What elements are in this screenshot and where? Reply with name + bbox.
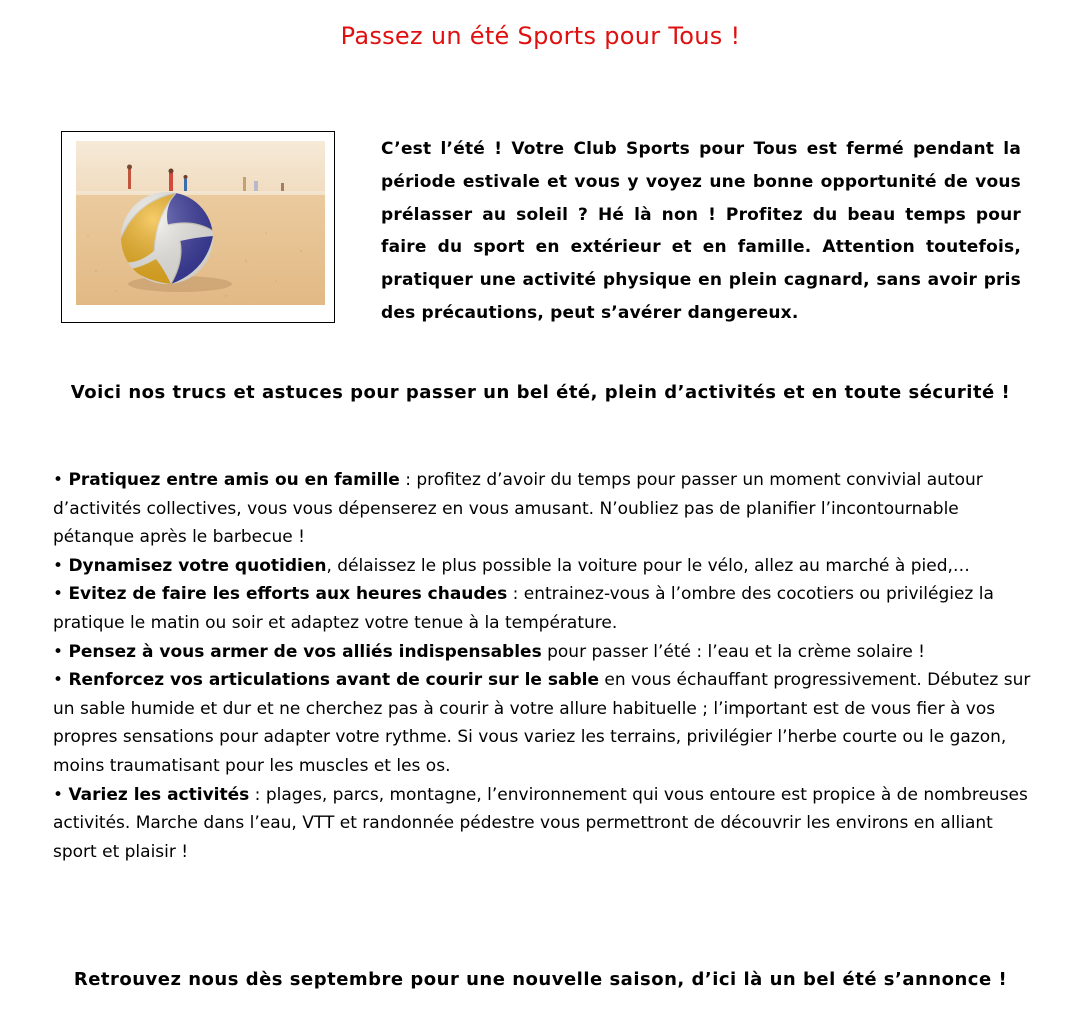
tip-item [53, 552, 1038, 581]
tip-item [53, 466, 1038, 552]
tip-heading: Pratiquez entre amis ou en famille [68, 470, 400, 490]
bullet: • [53, 641, 64, 662]
bullet: • [53, 670, 64, 691]
tip-item [53, 638, 1038, 667]
tip-heading: Renforcez vos articulations avant de courir sur le sable [68, 670, 599, 691]
page-title: Passez un été Sports pour Tous ! [340, 22, 741, 50]
tip-text: pour passer l’été : l’eau et la crème solaire ! [541, 641, 925, 662]
volleyball [121, 192, 213, 284]
tip-heading: Variez les activités [68, 784, 250, 805]
tips-list [53, 466, 1038, 866]
tagline: Voici nos trucs et astuces pour passer un bel été, plein d’activités et en toute sécurité ! [70, 382, 1011, 403]
tip-heading: Evitez de faire les efforts aux heures chaudes [68, 584, 508, 605]
bullet: • [53, 470, 64, 490]
tip-text: : profitez d’avoir du temps pour passer un moment convivial autour d’activités collectives, vous vous dépenserez en vous amusant. N’oubliez pas de planifier l’incontournable pétanque après le barbecue ! [53, 470, 983, 548]
tip-text: en vous échauffant progressivement. Débutez sur un sable humide et dur et ne cherchez pas à courir à votre allure habituelle ; l’important est de vous fier à vos propres sensations pour adapter votre rythme. Si vous variez les terrains, privilégier l’herbe courte ou le gazon, moins traumatisant pour les muscles et les os. [53, 670, 1031, 776]
tip-text: : plages, parcs, montagne, l’environnement qui vous entoure est propice à de nombreuses activités. Marche dans l’eau, VTT et randonnée pédestre vous permettront de découvrir les environs en alliant sport et plaisir ! [53, 784, 1028, 862]
tip-heading: Dynamisez votre quotidien [68, 555, 327, 576]
closing-line: Retrouvez nous dès septembre pour une nouvelle saison, d’ici là un bel été s’annonce ! [73, 969, 1008, 990]
beach-volleyball-photo [76, 141, 325, 305]
tip-item [53, 666, 1038, 780]
bullet: • [53, 584, 64, 605]
tip-heading: Pensez à vous armer de vos alliés indispensables [68, 641, 542, 662]
bullet: • [53, 555, 64, 576]
tip-text: , délaissez le plus possible la voiture pour le vélo, allez au marché à pied,… [326, 555, 970, 576]
intro-paragraph: C’est l’été ! Votre Club Sports pour Tous est fermé pendant la période estivale et vous y voyez une bonne opportunité de vous prélasser au soleil ? Hé là non ! Profitez du beau temps pour faire du sport en extérieur et en famille. Attention toutefois, pratiquer une activité physique en plein cagnard, sans avoir pris des précautions, peut s’avérer dangereux. [381, 139, 1021, 323]
bullet: • [53, 784, 64, 805]
photo-frame [61, 131, 335, 323]
tip-item [53, 580, 1038, 637]
tip-text: : entrainez-vous à l’ombre des cocotiers ou privilégiez la pratique le matin ou soir et adaptez votre tenue à la température. [53, 584, 994, 633]
tip-item [53, 781, 1038, 867]
